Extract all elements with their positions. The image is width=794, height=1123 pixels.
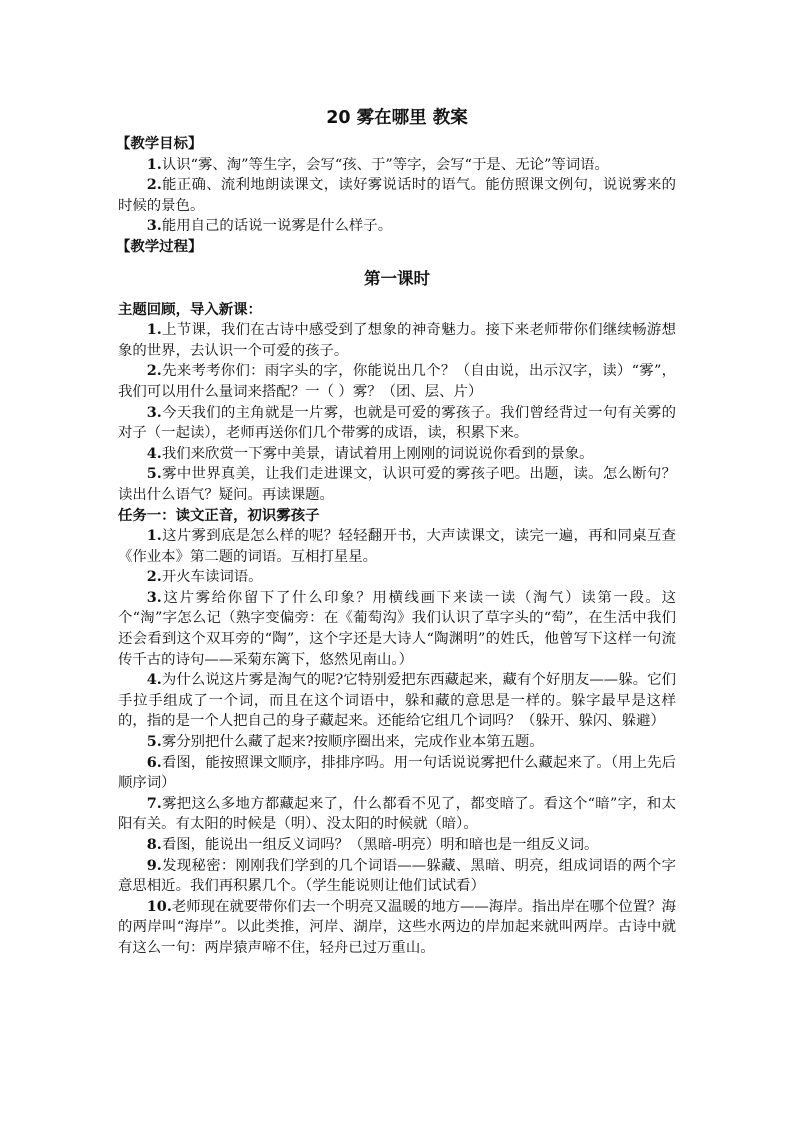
item-number: 7. bbox=[146, 794, 162, 812]
item-text: 认识“雾、淘”等生字，会写“孩、于”等字，会写“于是、无论”等词语。 bbox=[161, 156, 609, 173]
item-text: 这片雾给你留下了什么印象？用横线画下来读一读（淘气）读第一段。这个“淘”字怎么记（熟字变偏旁：在《葡萄沟》我们认识了草字头的“萄”，在生活中我们还会看到这个双耳旁的“陶”，这个字还是大诗人“陶渊明”的姓氏，他曾写下这样一句流传千古的诗句——采菊东篱下，悠然见南山。） bbox=[118, 589, 676, 668]
item-text: 上节课，我们在古诗中感受到了想象的神奇魅力。接下来老师带你们继续畅游想象的世界，去认识一个可爱的孩子。 bbox=[118, 322, 676, 359]
item-number: 10. bbox=[146, 897, 172, 915]
list-item bbox=[118, 361, 676, 402]
item-text: 我们来欣赏一下雾中美景，请试着用上刚刚的词说说你看到的景象。 bbox=[161, 445, 594, 462]
item-text: 今天我们的主角就是一片雾，也就是可爱的雾孩子。我们曾经背过一句有关雾的对子（一起读），老师再送你们几个带雾的成语，读，积累下来。 bbox=[118, 404, 676, 442]
item-number: 4. bbox=[146, 444, 162, 462]
item-number: 8. bbox=[146, 836, 162, 853]
item-text: 为什么说这片雾是淘气的呢?它特别爱把东西藏起来，藏有个好朋友——躲。它们手拉手组成了一个词，而且在这个词语中，躲和藏的意思是一样的。躲字最早是这样的，指的是一个人把自己的身子藏起来。还能给它组几个词吗？（躲开、躲闪、躲避） bbox=[118, 672, 676, 730]
list-item bbox=[118, 856, 676, 897]
item-number: 3. bbox=[146, 217, 162, 235]
list-item bbox=[118, 526, 676, 567]
list-item bbox=[118, 567, 676, 588]
item-text: 看图，能说出一组反义词吗？（黑暗-明亮）明和暗也是一组反义词。 bbox=[161, 837, 599, 853]
item-text: 这片雾到底是怎么样的呢？轻轻翻开书，大声读课文，读完一遍，再和同桌互查《作业本》第二题的词语。互相打星星。 bbox=[118, 528, 676, 565]
lesson-title: 第一课时 bbox=[364, 268, 430, 288]
list-item bbox=[118, 753, 676, 794]
list-item bbox=[118, 444, 676, 465]
item-text: 看图，能按照课文顺序，排排序吗。用一句话说说雾把什么藏起来了。（用上先后顺序词） bbox=[118, 754, 676, 792]
item-number: 1. bbox=[146, 155, 162, 173]
item-number: 4. bbox=[146, 671, 162, 689]
objectives-list bbox=[118, 155, 676, 237]
document-title: 20 雾在哪里 教案 bbox=[326, 108, 468, 128]
item-number: 6. bbox=[146, 753, 162, 771]
item-text: 发现秘密：刚刚我们学到的几个词语——躲藏、黑暗、明亮，组成词语的两个字意思相近。我们再积累几个。（学生能说则让他们试试看） bbox=[118, 857, 676, 895]
item-text: 雾把这么多地方都藏起来了，什么都看不见了，都变暗了。看这个“暗”字，和太阳有关。有太阳的时候是（明）、没太阳的时候就（暗）。 bbox=[118, 795, 676, 833]
list-item bbox=[118, 464, 676, 505]
list-item bbox=[118, 794, 676, 835]
list-item bbox=[118, 403, 676, 444]
item-number: 1. bbox=[146, 527, 162, 545]
document-page bbox=[118, 104, 676, 959]
list-item bbox=[118, 175, 676, 216]
process-heading: 【教学过程】 bbox=[116, 238, 203, 255]
item-number: 1. bbox=[146, 321, 162, 339]
item-number: 2. bbox=[146, 176, 162, 194]
list-item bbox=[118, 670, 676, 732]
item-text: 雾分别把什么藏了起来?按顺序圈出来，完成作业本第五题。 bbox=[161, 734, 544, 751]
task1-list bbox=[118, 526, 676, 958]
list-item bbox=[118, 897, 676, 959]
item-text: 能用自己的话说一说雾是什么样子。 bbox=[161, 218, 393, 235]
item-number: 2. bbox=[146, 568, 162, 586]
item-number: 3. bbox=[146, 403, 162, 421]
item-number: 3. bbox=[146, 588, 162, 606]
list-item bbox=[118, 732, 676, 753]
part1-heading: 主题回顾，导入新课： bbox=[118, 301, 262, 318]
item-number: 2. bbox=[146, 362, 162, 380]
list-item bbox=[118, 835, 676, 856]
list-item bbox=[118, 320, 676, 361]
list-item bbox=[118, 155, 676, 176]
item-number: 5. bbox=[146, 733, 162, 751]
item-text: 能正确、流利地朗读课文，读好雾说话时的语气。能仿照课文例句，说说雾来的时候的景色。 bbox=[118, 177, 676, 214]
item-number: 9. bbox=[146, 856, 162, 874]
objectives-heading: 【教学目标】 bbox=[116, 136, 203, 152]
list-item bbox=[118, 216, 676, 237]
item-text: 开火车读词语。 bbox=[161, 569, 263, 586]
item-text: 先来考考你们：雨字头的字，你能说出几个？（自由说，出示汉字，读）“雾”，我们可以用什么量词来搭配？一（ ）雾？（团、层、片） bbox=[118, 363, 676, 400]
task1-heading: 任务一：读文正音，初识雾孩子 bbox=[118, 507, 320, 524]
part1-list bbox=[118, 320, 676, 505]
item-text: 雾中世界真美，让我们走进课文，认识可爱的雾孩子吧。出题，读。怎么断句？读出什么语气？疑问。再读课题。 bbox=[118, 466, 676, 503]
item-text: 老师现在就要带你们去一个明亮又温暖的地方——海岸。指出岸在哪个位置？海的两岸叫“海岸”。以此类推，河岸、湖岸，这些水两边的岸加起来就叫两岸。古诗中就有这么一句：两岸猿声啼不住，轻舟已过万重山。 bbox=[118, 898, 676, 956]
list-item bbox=[118, 588, 676, 670]
item-number: 5. bbox=[146, 465, 162, 483]
